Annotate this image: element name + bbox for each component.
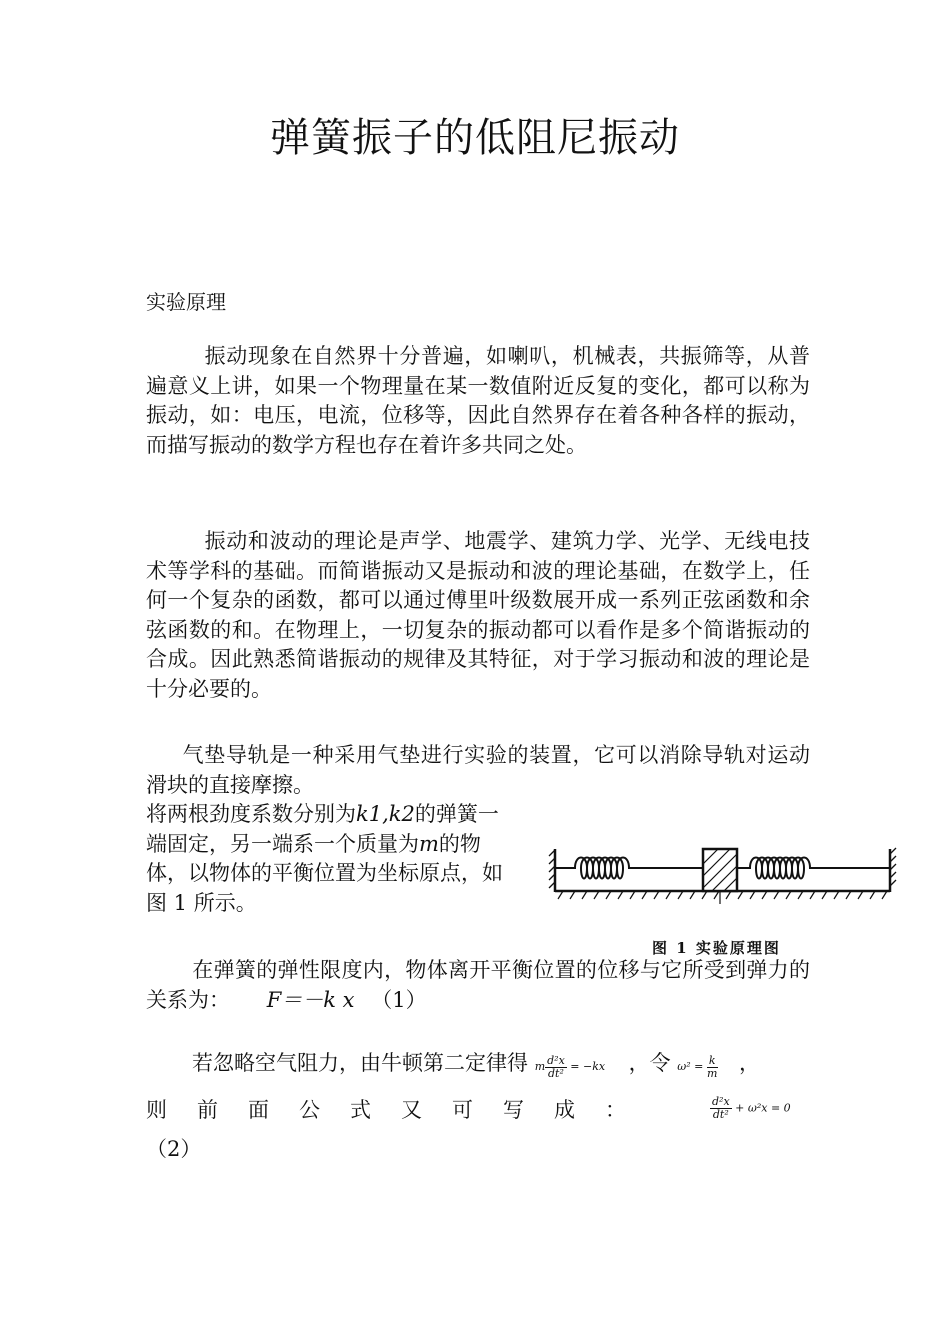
p7-char: 式 [350, 1098, 371, 1122]
eq2-rhs: + ω²x = 0 [735, 1101, 791, 1115]
eq2-fraction [710, 1096, 732, 1121]
p7-char: ： [605, 1098, 626, 1122]
omega-fraction [707, 1055, 718, 1080]
eq2-numerator: d²x [712, 1095, 730, 1108]
equation-number-1: （1） [371, 987, 427, 1012]
paragraph-4-text-a: 将两根劲度系数分别为 [146, 802, 356, 826]
newton-numerator: d²x [547, 1053, 565, 1067]
paragraph-6-text-c: ， [739, 1051, 761, 1075]
paragraph-4 [146, 800, 508, 918]
newton-equation [534, 1053, 609, 1080]
p7-char: 公 [299, 1098, 320, 1122]
omega-lhs: ω² = [677, 1060, 704, 1073]
eq2-denominator: dt² [712, 1108, 729, 1121]
figure-caption: 图 1 实验原理图 [652, 939, 781, 957]
paragraph-1 [146, 342, 810, 460]
equation-number-2: （2） [146, 1137, 202, 1161]
paragraph-6-text-b: ，令 [628, 1051, 671, 1075]
paragraph-4-text-c: 的物体，以物体的平衡位置为坐标原点，如图 1 所示。 [146, 831, 503, 915]
equation-2 [710, 1096, 791, 1121]
p7-char: 又 [401, 1098, 422, 1122]
p7-char: 前 [197, 1098, 218, 1122]
paragraph-6-text-a: 若忽略空气阻力，由牛顿第二定律得 [192, 1051, 528, 1075]
omega-denominator: m [706, 1066, 718, 1080]
section-heading: 实验原理 [146, 290, 226, 314]
p7-char: 写 [503, 1098, 524, 1122]
p7-char: 面 [248, 1098, 269, 1122]
paragraph-2 [146, 527, 810, 704]
paragraph-3-text: 气垫导轨是一种采用气垫进行实验的装置，它可以消除导轨对运动滑块的直接摩擦。 [146, 743, 810, 797]
mass-symbol: m [419, 831, 439, 856]
newton-mass: m [534, 1060, 546, 1073]
hooke-law-formula: F＝－k x [266, 987, 355, 1012]
paragraph-5 [146, 956, 810, 1015]
newton-rhs: = −kx [570, 1060, 606, 1073]
paragraph-4-text-b: 的弹簧一端固定，另一端系一个质量为 [146, 802, 499, 856]
omega-numerator: k [708, 1053, 716, 1067]
spring-constants: k1,k2 [356, 802, 415, 826]
p7-char: 则 [146, 1098, 167, 1122]
paragraph-1-text: 振动现象在自然界十分普遍，如喇叭，机械表，共振筛等，从普遍意义上讲，如果一个物理量在某一数值附近反复的变化，都可以称为振动，如：电压，电流，位移等，因此自然界存在着各种各样的振动，而描写振动的数学方程也存在着许多共同之处。 [146, 344, 810, 457]
omega-definition [677, 1053, 721, 1080]
newton-fraction [545, 1055, 567, 1080]
page-title: 弹簧振子的低阻尼振动 [270, 115, 680, 161]
newton-denominator: dt² [548, 1066, 564, 1080]
p7-char: 可 [452, 1098, 473, 1122]
paragraph-5-text: 在弹簧的弹性限度内，物体离开平衡位置的位移与它所受到弹力的关系为： [146, 958, 810, 1012]
paragraph-3 [146, 741, 810, 800]
p7-char: 成 [554, 1098, 575, 1122]
paragraph-7 [146, 1094, 626, 1124]
paragraph-2-text: 振动和波动的理论是声学、地震学、建筑力学、光学、无线电技术等学科的基础。而简谐振动又是振动和波的理论基础，在数学上，任何一个复杂的函数，都可以通过傅里叶级数展开成一系列正弦函数和余弦函数的和。在物理上，一切复杂的振动都可以看作是多个简谐振动的合成。因此熟悉简谐振动的规律及其特征，对于学习振动和波的理论是十分必要的。 [146, 529, 810, 701]
paragraph-6 [146, 1048, 760, 1082]
